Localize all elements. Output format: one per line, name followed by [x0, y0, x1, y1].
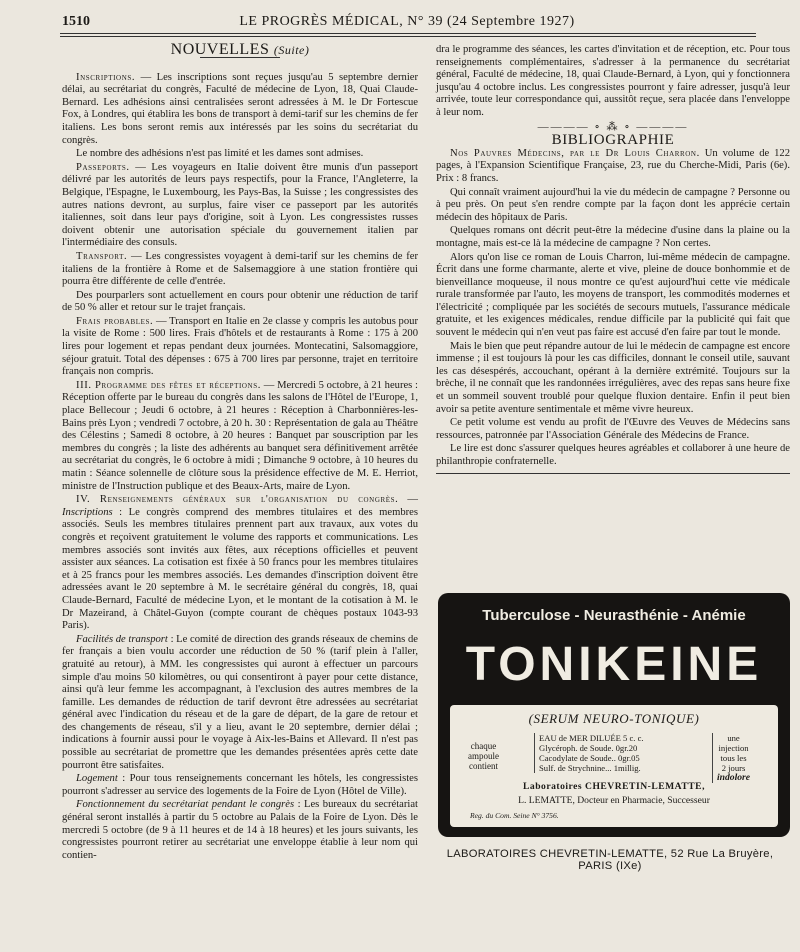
ad-composition-list: [534, 733, 644, 773]
paragraph-frais: [62, 316, 418, 379]
ornament-divider: ———— ∘ ⁂ ∘ ————: [537, 120, 689, 133]
paragraph-adhesions: Le nombre des adhésions n'est pas limité et les dames sont admises.: [76, 148, 364, 160]
paragraph-review-5: Ce petit volume est vendu au profit de l'Œuvre des Veuves de Médecins sans ressources, patronnée par l'Association Générale des Médecins de France.: [436, 417, 790, 441]
paragraph-book-entry: [436, 148, 790, 186]
ad-chaque-line: ampoule: [468, 751, 499, 761]
facilites-subheading: Facilités de transport: [76, 633, 168, 645]
left-column: [62, 41, 419, 862]
paragraph-fonctionnement: [62, 799, 418, 862]
renseignements-text: : Le congrès comprend des membres titulaires et des membres associés. Seuls les membres titulaires prennent part aux travaux, aux votes du congrès et reçoivent gratuitement le volume des rapports et communications. Les membres associés sont invités aux fêtes, aux réceptions officielles et peuvent assister aux séances. La cotisation est fixée à 50 francs pour les membres titulaires et à 25 francs pour les membres associés. Les demandes d'inscription doivent être adressées avant le 20 septembre à M. le secrétaire général du congrès, 18, quai Claude-Bernard, Faculté de médecine Lyon, et le montant de la cotisation à M. le Dr Mazeirand, à Châtel-Guyon (compte courant de chèques postaux 1043-93 Paris).: [62, 506, 418, 632]
header-rule: [60, 33, 756, 34]
paragraph-inscriptions: [62, 72, 418, 148]
ad-composition-item: EAU de MER DILUÉE 5 c. c.: [539, 733, 644, 743]
ad-brand-name: TONIKEINE: [465, 638, 763, 691]
ad-injection-line: une: [727, 733, 740, 743]
logement-text: : Pour tous renseignements concernant les hôtels, les congressistes pourront s'adresser au service des logements de la Foire de Lyon (Hôtel de Ville).: [62, 773, 418, 797]
ad-chaque-line: contient: [469, 761, 498, 771]
ad-tagline: Tuberculose - Neurasthénie - Anémie: [482, 607, 746, 624]
running-header: [62, 12, 752, 34]
transport-text: — Les congressistes voyagent à demi-tarif sur les chemins de fer italiens de la frontière à Rome et de Salsemaggiore à une station frontière qui pourra être différente de celle d'entrée.: [62, 250, 418, 288]
ad-chaque-ampoule: [468, 741, 499, 771]
logement-subheading: Logement: [76, 773, 118, 785]
ad-composition-item: Sulf. de Strychnine... 1millig.: [539, 763, 641, 773]
programme-heading: III. Programme des fêtes et réceptions.: [76, 379, 261, 391]
bibliography-end-rule: [436, 473, 790, 474]
paragraph-review-4: Mais le bien que peut répandre autour de lui le médecin de campagne est encore immense ; il est toujours là pour les cas difficiles, donnant le conseil utile, sauvant les cas désespérés, accouchant, opérant à la dernière extrémité. Toujours sur la brèche, il ne connaît que les randonnées irrégulières, avec des repas sans heure fixe et un sommeil souvent troublé pour quelque fluxion dentaire. Enfin il peut bien avoir sa petite aventure sentimentale et même vivre heureux.: [436, 340, 790, 415]
paragraph-review-6: Le lire est donc s'assurer quelques heures agréables et collaborer à une heure de philanthropie confraternelle.: [436, 443, 790, 467]
facilites-text: : Le comité de direction des grands réseaux de chemins de fer français a bien voulu accorder une réduction de 50 % (tarif plein à l'aller, gratuité au retour), à MM. les congressistes qui auront à effectuer un parcours simple d'au moins 50 kilomètres, ou qui consentiront à payer pour cette distance, ainsi qu'à leur femme les accompagnant, à l'exclusion des autres membres de la famille. Les demandes de réduction de tarif devront être adressées au secrétariat général avec l'indication du réseau et de la gare de départ, de la gare de retour et des changements de réseau, s'il y a lieu, avant le 20 septembre, dernier délai ; indications à fournir aussi pour le voyage à Aix-les-Bains et Allevard. Il n'est pas possible au secrétariat de promettre que les demandes présentées après cette date pourront être satisfaites.: [62, 633, 418, 771]
ad-injection-line: 2 jours: [721, 763, 746, 773]
page-number: 1510: [62, 14, 90, 29]
frais-text: — Transport en Italie en 2e classe y compris les autobus pour la visite de Rome : 500 lires. Frais d'hôtels et de restaurants à Rome : 175 à 200 lires pour logement et repas pendant deux journées. Montecatini, Salsomaggiore, séjour gratuit. Total des dépenses : 675 à 700 lires par personne, trajet en territoire français non compris.: [62, 315, 418, 378]
paragraph-passeports: [62, 162, 418, 250]
ad-serum-label: (SERUM NEURO-TONIQUE): [528, 711, 700, 726]
header-rule-double: [60, 36, 756, 37]
book-entry-heading: Nos Pauvres Médecins, par le Dr Louis Charron.: [450, 147, 700, 159]
ad-info-panel: [450, 705, 778, 827]
book-entry-details: Un volume de 122 pages, à l'Expansion Scientifique Française, 23, rue du Cherche-Midi, Paris (6e). Prix : 8 francs.: [436, 147, 791, 184]
inscriptions-heading: Inscriptions.: [76, 71, 136, 83]
ad-composition-item: Cacodylate de Soude.. 0gr.05: [539, 753, 640, 763]
tonikeine-advertisement: [438, 593, 790, 837]
paragraph-review-2: Quelques romans ont décrit peut-être la médecine d'usine dans la plaine ou la montagne, mais est-ce là la médecine de campagne ? Non certes.: [436, 225, 790, 249]
paragraph-programme: [62, 380, 418, 493]
paragraph-logement: [62, 773, 418, 798]
ad-pharmacist: L. LEMATTE, Docteur en Pharmacie, Successeur: [518, 795, 710, 806]
fonctionnement-subheading: Fonctionnement du secrétariat pendant le congrès: [76, 799, 295, 811]
ad-injection-indolore: indolore: [717, 772, 751, 783]
running-title: LE PROGRÈS MÉDICAL, N° 39 (24 Septembre 1927): [239, 14, 575, 29]
paragraph-review-3: Alors qu'on lise ce roman de Louis Charron, lui-même médecin de campagne. Écrit dans une forme charmante, alerte et vive, pleine de douce bonhommie et de bienveillance moqueuse, il nous montre ce qu'est aujourd'hui cette vie médicale rurale transformée par l'auto, les moyens de transport, les commodités modernes et l'électricité ; compliquée par les sociétés de secours mutuels, l'assurance médicale gratuite, et les exigences médicales, rendue difficile par la publicité qui fait que souvent le médecin qui n'en veut pas faire est accusé d'en faire par tout le monde.: [436, 251, 790, 339]
inscriptions-text: — Les inscriptions sont reçues jusqu'au 5 septembre dernier délai, au secrétariat du congrès, Faculté de médecine de Lyon, 18, Quai Claude-Bernard. Les adhésions ainsi centralisées seront adressées à M. le Dr Fortescue Fox, à Londres, qui établira les bons de transport à demi-tarif sur les chemins de fer italiens. Les bons seront remis aux intéressés par les soins du secrétariat du congrès.: [62, 71, 418, 146]
paragraph-continuation: dra le programme des séances, les cartes d'invitation et de réception, etc. Pour tous renseignements complémentaires, s'adresser à la permanence du secrétariat général, Faculté de médecine, 18, quai Claude-Bernard, à Lyon, qui y fonctionnera jusqu'au 4 octobre inclus. Les congressistes pourront y faire adresser, jusqu'à leur arrivée, toute leur correspondance qui, aussitôt reçue, sera placée dans l'enveloppe à leur nom.: [436, 44, 790, 118]
programme-text: — Mercredi 5 octobre, à 21 heures : Réception offerte par le bureau du congrès dans les salons de l'Hôtel de l'Europe, 1, place Bellecour ; Jeudi 6 octobre, à 21 heures : Réception à Charbonnières-les-Bains près Lyon ; vendredi 7 octobre, à 20 h. 30 : Représentation de gala au Théâtre des Célestins ; Samedi 8 octobre, à 20 heures : Banquet par souscription par les membres du congrès ; la liste des adhérents au banquet sera définitivement arrêtée au secrétariat du congrès, le 6 octobre à midi ; Dimanche 9 octobre, à 10 heures du matin : Séance solennelle de clôture sous la présidence effective de M. E. Herriot, ministre de l'Instruction publique et des Beaux-Arts, maire de Lyon.: [62, 379, 418, 492]
fonctionnement-text: : Les bureaux du secrétariat général seront installés à partir du 5 octobre au Palais de la Foire de Lyon. Dès le mercredi 5 octobre (de 9 à 11 heures et de 14 à 18 heures) et les jours suivants, les congressistes pourront retirer au secrétariat une enveloppe établie à leur nom qui contien-: [62, 799, 418, 861]
paragraph-review-1: Qui connaît vraiment aujourd'hui la vie du médecin de campagne ? Personne ou à peu près. On peut s'en rendre compte par la façon dont les apprécie certain médecin des hôpitaux de Paris.: [436, 186, 790, 223]
passeports-heading: Passeports.: [76, 161, 130, 173]
renseignements-heading: IV. Renseignements généraux sur l'organisation du congrès.: [76, 494, 399, 506]
right-column: [436, 44, 790, 474]
bibliography-title: BIBLIOGRAPHIE: [551, 132, 675, 149]
frais-heading: Frais probables.: [76, 315, 154, 327]
ad-registration: Reg. du Com. Seine N° 3756.: [470, 811, 559, 820]
paragraph-pourparlers: Des pourparlers sont actuellement en cours pour obtenir une réduction de tarif de 50 % aller et retour sur le trajet français.: [62, 289, 418, 314]
ad-chaque-line: chaque: [470, 741, 497, 751]
section-title: [62, 41, 418, 58]
paragraph-transport: [62, 251, 418, 289]
passeports-text: — Les voyageurs en Italie doivent être munis d'un passeport délivré par les autorités de leurs pays respectifs, pour la France, l'Angleterre, la Belgique, l'Espagne, le Luxembourg, les Pays-Bas, la Suisse ; les congressistes des autres nations devront, au surplus, faire viser ce passeport par les autorités italiennes, soit dans leur pays d'origine, soit à Lyon. Les congressistes russes doivent obtenir une autorisation spéciale du gouvernement italien par l'intermédiaire des consuls.: [62, 161, 419, 249]
ad-composition-item: Glycéroph. de Soude. 0gr.20: [539, 743, 638, 753]
renseignements-subheading: Inscriptions: [62, 506, 113, 518]
ad-injection-line: tous les: [720, 753, 747, 763]
ad-laboratories: Laboratoires CHEVRETIN-LEMATTE,: [523, 781, 705, 792]
ad-injection-line: injection: [718, 743, 749, 753]
section-title-text: NOUVELLES: [170, 41, 270, 58]
ad-injection-info: [712, 733, 750, 783]
paragraph-facilites: [62, 634, 418, 773]
ad-address-footer: LABORATOIRES CHEVRETIN-LEMATTE, 52 Rue La Bruyère, PARIS (IXe): [446, 848, 774, 872]
section-title-suffix: (Suite): [273, 43, 310, 57]
paragraph-renseignements: IV. Renseignements généraux sur l'organisation du congrès. — Inscriptions : Le congrès comprend des membres titulaires et des membres associés. Seuls les membres titulaires prennent part aux travaux, aux votes du congrès et reçoivent gratuitement le volume des rapports et communications. Les membres associés sont invités aux fêtes, aux réceptions officielles et peuvent assister aux séances. La cotisation est fixée à 50 francs pour les membres titulaires et à 25 francs pour les membres associés. Les demandes d'inscription doivent être adressées avant le 20 septembre à M. le secrétaire général du congrès, 18, quai Claude-Bernard, Faculté de médecine Lyon, et le montant de la cotisation à M. le Dr Mazeirand, à Châtel-Guyon (compte courant de chèques postaux 1043-93 Paris).: [62, 494, 418, 632]
transport-heading: Transport.: [76, 250, 128, 262]
